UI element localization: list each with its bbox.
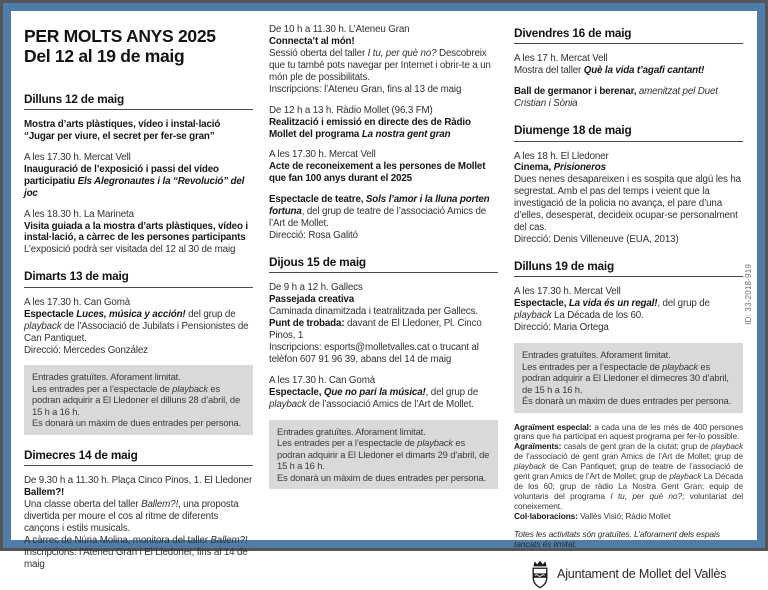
column-1-blocks	[24, 26, 253, 571]
footer-note: Totes les activitats són gratuïtes. L’aforament dels espais tancats és limitat.	[514, 529, 720, 550]
day-heading: Dimecres 14 de maig	[24, 448, 253, 466]
credits-text: Agraïment especial: a cada una de les més de 400 persones grans que ha participat en aquest programa per fer-lo possible. Agraïments: casals de gent gran de la ciutat; grup de playback de l’associació de gent gran Amics de l’Art de Mollet; grup de playback de Can Pantiquet; grup de teatre de l’associació de gent gran Amics de l’Art de Mollet; grup de playback La Década de los 60; grup de ràdio La Nostra Gent Gran; equip de voluntaris del programa I tu, per què no?; voluntariat del coneixement. Col·laboracions: Vallès Visió; Ràdio Mollet	[514, 421, 743, 522]
event-item: De 9 h a 12 h. Gallecs Passejada creativa Caminada dinamitzada i teatralitzada per Gallecs. Punt de trobada: davant de El Lledoner, Pl. Cinco Pinos, 1 Inscripcions: esports@molletvalles.cat o trucant al telèfon 607 91 96 39, abans del 14 de maig	[269, 282, 482, 366]
column-3	[514, 24, 743, 581]
column-2	[269, 24, 498, 534]
event-item: Mostra d’arts plàstiques, vídeo i instal·lació “Jugar per viure, el secret per fer-se gran”	[24, 118, 221, 142]
info-box: Entrades gratuïtes. Aforament limitat. Les entrades per a l’espectacle de playback es podran adquirir a El Lledoner el dilluns 28 d’abril, de 15 h a 16 h. Es donarà un màxim de dues entrades per persona.	[24, 365, 253, 434]
info-box: Entrades gratuïtes. Aforament limitat. Les entrades per a l’espectacle de playback es podran adquirir a El Lledoner el dimecres 30 d’abril, de 15 h a 16 h. És donarà un màxim de dues entrades per persona.	[514, 343, 743, 412]
event-item: A les 18.30 h. La Marineta Visita guiada a la mostra d’arts plàstiques, vídeo i instal·lació, a càrrec de les persones participants L’exposició podrà ser visitada del 12 al 30 de maig	[24, 208, 248, 256]
event-item: Ball de germanor i berenar, amenitzat pel Duet Cristian i Sònia	[514, 86, 718, 110]
event-item: A les 18 h. El Lledoner Cinema, Prisioneros Dues nenes desapareixen i es sospita que algú les ha segrestat. Amb el pas del temps i veient que la investigació de la policia no avança, el pare d’una d’elles, desesperat, decideix ocupar-se personalment del cas. Direcció: Denis Villeneuve (EUA, 2013)	[514, 150, 741, 246]
column-3-blocks	[514, 26, 743, 550]
event-item: A les 17 h. Mercat Vell Mostra del taller Què la vida t’agafi cantant!	[514, 53, 705, 77]
event-item: A les 17.30 h. Mercat Vell Acte de reconeixement a les persones de Mollet que fan 100 anys durant el 2025	[269, 149, 486, 185]
day-heading: Dimarts 13 de maig	[24, 269, 253, 287]
page-title-line: Del 12 al 19 de maig	[24, 46, 185, 67]
column-1	[24, 24, 253, 570]
event-item: De 9.30 h a 11.30 h. Plaça Cinco Pinos, 1. El Lledoner Ballem?! Una classe oberta del taller Ballem?!, una proposta divertida per moure el cos al ritme de diferents cançons i estils musicals. A càrrec de Núria Molina, monitora del taller Ballem?! Inscripcions: l’Ateneu Gran i El Lledoner, fins al 14 de maig	[24, 475, 253, 570]
day-heading: Divendres 16 de maig	[514, 26, 743, 44]
event-item: Espectacle de teatre, Sols l’amor i la lluna porten fortuna, del grup de teatre de l’associació Amics de l’Art de Mollet. Direcció: Rosa Galitó	[269, 194, 490, 242]
footer-org-name: Ajuntament de Mollet del Vallès	[557, 566, 727, 581]
day-heading: Diumenge 18 de maig	[514, 123, 743, 141]
footer	[528, 559, 743, 590]
document-id: ID: 33-2018-919	[744, 264, 754, 325]
event-item: De 10 h a 11.30 h. L’Ateneu Gran Connecta’t al món! Sessió oberta del taller I tu, per què no? Descobreix que tu també pots navegar per Internet i obrir-te a un món ple de possibilitats. Inscripcions: l’Ateneu Gran, fins al 13 de maig	[269, 24, 491, 95]
day-heading: Dilluns 12 de maig	[24, 92, 253, 110]
leaflet-page	[11, 11, 757, 581]
columns-layout	[24, 24, 743, 581]
column-2-blocks	[269, 24, 498, 489]
event-item: A les 17.30 h. Mercat Vell Espectacle, La vida és un regal!, del grup de playback La Década de los 60. Direcció: Maria Ortega	[514, 286, 710, 334]
info-box: Entrades gratuïtes. Aforament limitat. Les entrades per a l’espectacle de playback es podran adquirir a El Lledoner el dimarts 29 d’abril, de 15 h a 16 h. Es donarà un màxim de dues entrades per persona.	[269, 420, 498, 489]
event-item: A les 17.30 h. Can Gomà Espectacle, Que no pari la música!, del grup de playback de l’associació Amics de l’Art de Mollet.	[269, 374, 479, 410]
page-title-line: PER MOLTS ANYS 2025	[24, 26, 216, 46]
day-heading: Dilluns 19 de maig	[514, 259, 743, 277]
event-item: De 12 h a 13 h. Ràdio Mollet (96.3 FM) Realització i emissió en directe des de Ràdio Mollet del programa La nostra gent gran	[269, 104, 471, 140]
mollet-crest-icon	[528, 559, 552, 590]
page-title	[24, 26, 253, 67]
event-item: A les 17.30 h. Mercat Vell Inauguració de l’exposició i passi del vídeo participatiu Els Alegronautes i la “Revolució” del joc	[24, 151, 245, 199]
day-heading: Dijous 15 de maig	[269, 255, 498, 273]
event-item: A les 17.30 h. Can Gomà Espectacle Luces, música y acción! del grup de playback de l’Associació de Jubilats i Pensionistes de Can Pantiquet. Direcció: Mercedes González	[24, 296, 249, 356]
blue-frame	[3, 3, 765, 581]
